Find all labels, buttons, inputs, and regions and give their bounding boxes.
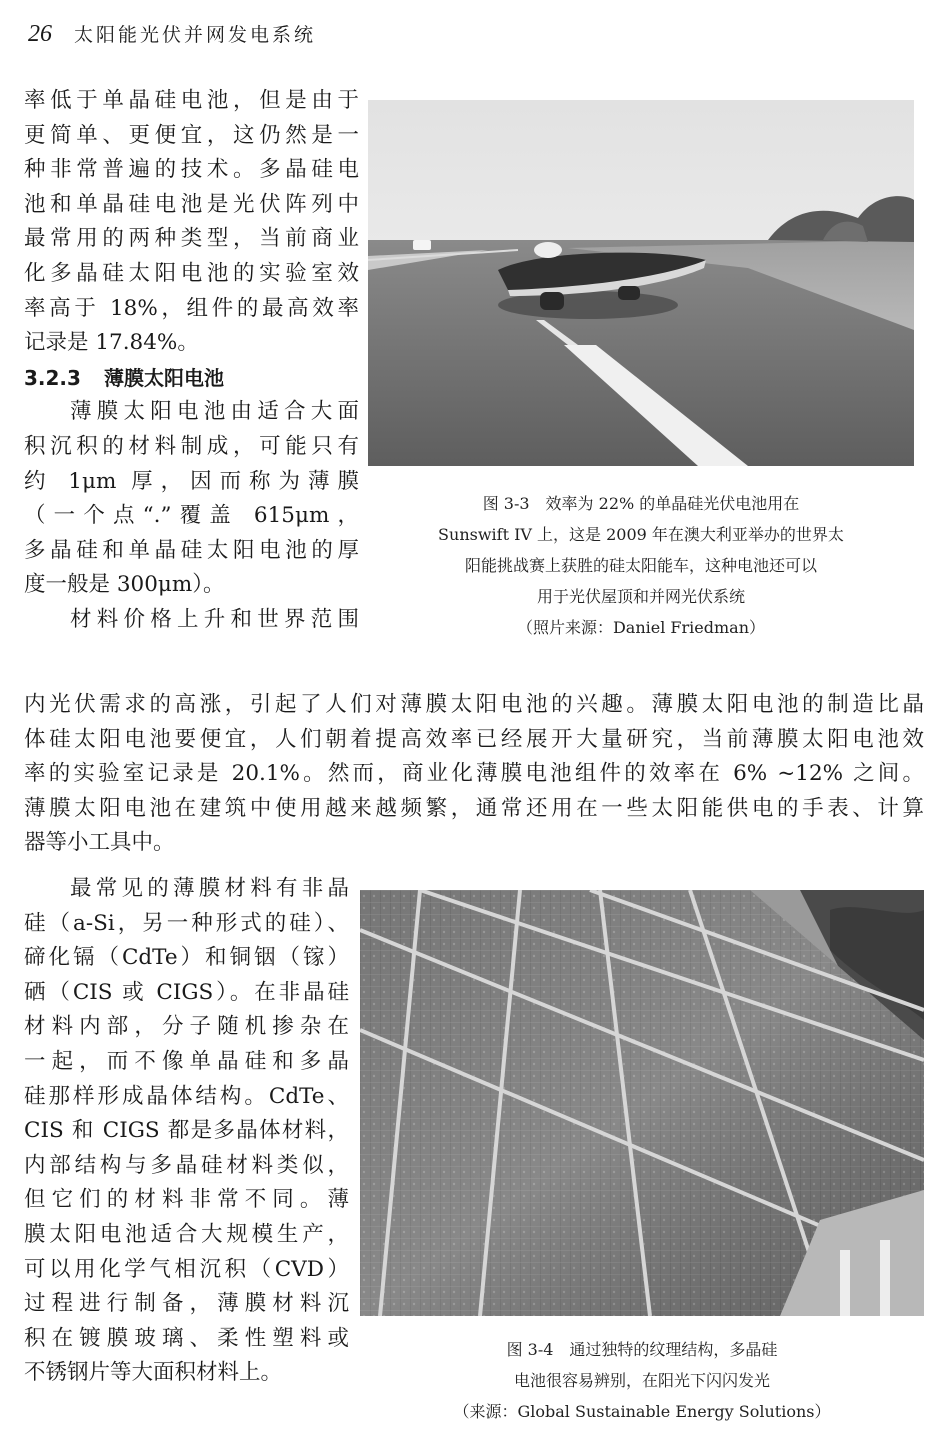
figure-3-3-caption xyxy=(368,488,914,643)
figure-3-4-caption xyxy=(360,1334,924,1427)
text-line: 碲化镉（CdTe）和铜铟（镓） xyxy=(24,945,349,971)
text-line: 更简单、更便宜，这仍然是一 xyxy=(24,122,359,148)
text-line: 率低于单晶硅电池，但是由于 xyxy=(24,88,359,113)
text-line: 率高于 18%，组件的最高效率 xyxy=(24,295,359,321)
caption-line: （照片来源：Daniel Friedman） xyxy=(516,618,766,637)
caption-line: 电池很容易辨别，在阳光下闪闪发光 xyxy=(513,1371,770,1390)
text-line: 材料价格上升和世界范围 xyxy=(70,606,359,632)
text-line: 内部结构与多晶硅材料类似， xyxy=(24,1152,349,1178)
text-line: 一起，而不像单晶硅和多晶 xyxy=(24,1048,349,1074)
caption-line: Sunswift IV 上，这是 2009 年在澳大利亚举办的世界太 xyxy=(438,525,844,544)
text-line: 器等小工具中。 xyxy=(24,830,175,856)
text-line: 化多晶硅太阳电池的实验室效 xyxy=(24,260,359,286)
section-title: 薄膜太阳电池 xyxy=(104,365,224,390)
text-line: 但它们的材料非常不同。薄 xyxy=(24,1187,349,1213)
text-line: CIS 和 CIGS 都是多晶体材料， xyxy=(24,1118,349,1144)
text-line: （一个点“.”覆盖 615μm， xyxy=(24,503,359,529)
caption-line: 阳能挑战赛上获胜的硅太阳能车，这种电池还可以 xyxy=(464,556,817,575)
text-line: 度一般是 300μm）。 xyxy=(24,572,225,598)
caption-line: 用于光伏屋顶和并网光伏系统 xyxy=(536,587,745,606)
page-number: 26 xyxy=(28,21,52,47)
running-title: 太阳能光伏并网发电系统 xyxy=(74,24,317,46)
text-line: 硒（CIS 或 CIGS）。在非晶硅 xyxy=(24,979,349,1005)
text-line: 材料内部，分子随机掺杂在 xyxy=(24,1014,349,1040)
section-number: 3.2.3 xyxy=(24,365,81,390)
text-line: 种非常普遍的技术。多晶硅电 xyxy=(24,157,359,183)
text-line: 硅那样形成晶体结构。CdTe、 xyxy=(24,1083,349,1109)
paragraph-thin-film-materials xyxy=(24,872,349,1391)
paragraph-thin-film-cost xyxy=(24,688,924,861)
text-line: 记录是 17.84%。 xyxy=(24,330,199,356)
text-line: 池和单晶硅电池是光伏阵列中 xyxy=(24,191,359,217)
text-line: 可以用化学气相沉积（CVD） xyxy=(24,1256,349,1282)
text-line: 薄膜太阳电池在建筑中使用越来越频繁，通常还用在一些太阳能供电的手表、计算 xyxy=(24,795,924,821)
text-line: 硅（a-Si，另一种形式的硅）、 xyxy=(24,910,349,936)
text-line: 内光伏需求的高涨，引起了人们对薄膜太阳电池的兴趣。薄膜太阳电池的制造比晶 xyxy=(24,692,924,717)
text-line: 多晶硅和单晶硅太阳电池的厚 xyxy=(24,537,359,563)
caption-line: 图 3-4 通过独特的纹理结构，多晶硅 xyxy=(506,1340,778,1359)
text-line: 膜太阳电池适合大规模生产， xyxy=(24,1221,349,1247)
text-line: 积沉积的材料制成，可能只有 xyxy=(24,433,359,459)
text-line: 最常见的薄膜材料有非晶 xyxy=(70,876,349,901)
text-line: 过程进行制备，薄膜材料沉 xyxy=(24,1291,349,1317)
text-line: 体硅太阳电池要便宜，人们朝着提高效率已经展开大量研究，当前薄膜太阳电池效 xyxy=(24,726,924,752)
text-line: 薄膜太阳电池由适合大面 xyxy=(70,399,359,425)
section-heading xyxy=(24,361,359,396)
paragraph-monocrystalline-comparison xyxy=(24,84,359,638)
solar-car-photo xyxy=(368,100,914,466)
text-line: 积在镀膜玻璃、柔性塑料或 xyxy=(24,1325,349,1351)
text-line: 不锈钢片等大面积材料上。 xyxy=(24,1360,283,1386)
caption-line: （来源：Global Sustainable Energy Solutions） xyxy=(453,1402,831,1421)
page-header xyxy=(28,20,316,54)
text-line: 最常用的两种类型，当前商业 xyxy=(24,226,359,252)
solar-panels-photo xyxy=(360,890,924,1316)
text-line: 率的实验室记录是 20.1%。然而，商业化薄膜电池组件的效率在 6% ~12% 之间。 xyxy=(24,761,924,787)
text-line: 约 1μm 厚，因而称为薄膜 xyxy=(24,468,359,494)
caption-line: 图 3-3 效率为 22% 的单晶硅光伏电池用在 xyxy=(482,494,800,513)
